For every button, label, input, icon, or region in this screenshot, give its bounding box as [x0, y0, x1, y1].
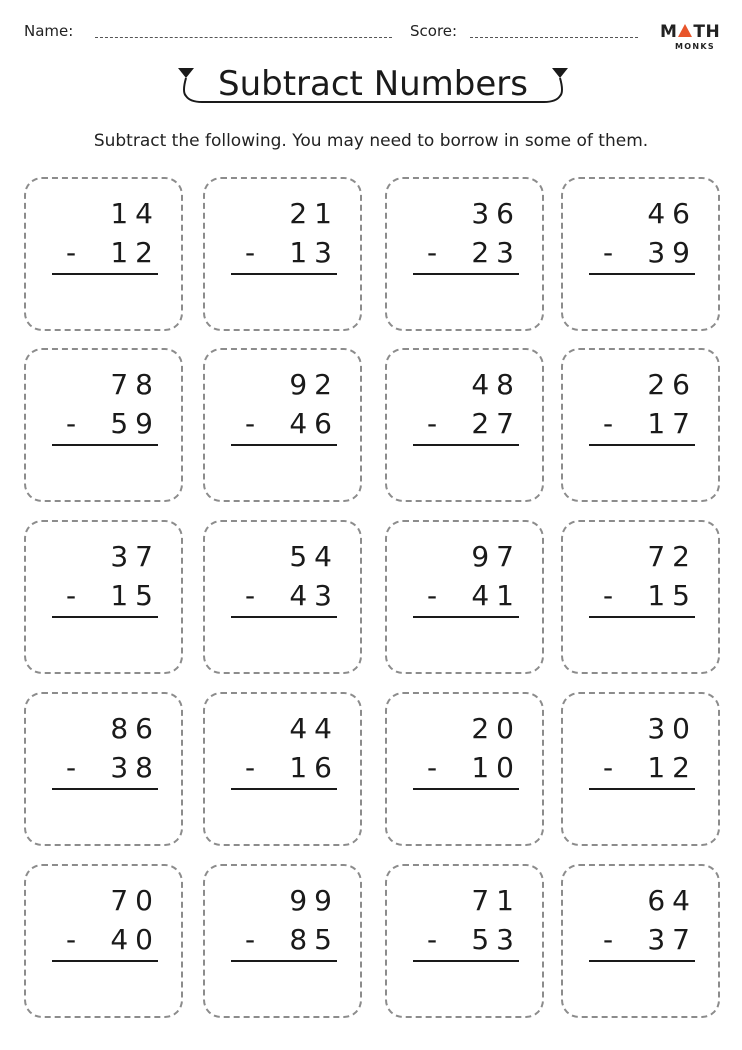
minuend: 70	[110, 884, 160, 917]
problem-card	[561, 177, 720, 331]
minuend: 36	[471, 197, 521, 230]
score-label: Score:	[410, 22, 458, 40]
problem-card	[203, 520, 362, 674]
subtrahend: 15	[647, 579, 697, 612]
minus-sign: -	[603, 751, 614, 784]
answer-line[interactable]	[589, 960, 695, 962]
problem-card	[203, 864, 362, 1018]
minuend: 37	[110, 540, 160, 573]
minuend: 72	[647, 540, 697, 573]
problem-card	[203, 692, 362, 846]
problem-card	[561, 520, 720, 674]
minus-sign: -	[603, 407, 614, 440]
minus-sign: -	[427, 407, 438, 440]
answer-line[interactable]	[231, 960, 337, 962]
subtrahend: 13	[289, 236, 339, 269]
answer-line[interactable]	[231, 616, 337, 618]
answer-line[interactable]	[413, 616, 519, 618]
minus-sign: -	[427, 923, 438, 956]
minus-sign: -	[245, 236, 256, 269]
math-monks-logo	[652, 20, 722, 56]
minus-sign: -	[66, 407, 77, 440]
minus-sign: -	[603, 579, 614, 612]
logo-subtext: MONKS	[675, 42, 715, 51]
minus-sign: -	[66, 923, 77, 956]
answer-line[interactable]	[231, 273, 337, 275]
subtrahend: 12	[110, 236, 160, 269]
subtrahend: 85	[289, 923, 339, 956]
problem-card	[24, 177, 183, 331]
answer-line[interactable]	[589, 616, 695, 618]
problem-card	[203, 177, 362, 331]
problem-card	[385, 864, 544, 1018]
minus-sign: -	[245, 751, 256, 784]
problem-card	[385, 348, 544, 502]
minuend: 21	[289, 197, 339, 230]
minuend: 44	[289, 712, 339, 745]
problem-card	[561, 692, 720, 846]
minuend: 26	[647, 368, 697, 401]
answer-line[interactable]	[52, 788, 158, 790]
subtrahend: 12	[647, 751, 697, 784]
problem-card	[385, 692, 544, 846]
subtrahend: 17	[647, 407, 697, 440]
name-blank-line[interactable]	[95, 37, 392, 38]
minus-sign: -	[427, 236, 438, 269]
subtrahend: 46	[289, 407, 339, 440]
subtrahend: 38	[110, 751, 160, 784]
title-banner	[176, 64, 570, 114]
minus-sign: -	[245, 407, 256, 440]
instructions: Subtract the following. You may need to borrow in some of them.	[93, 131, 649, 151]
problem-card	[385, 520, 544, 674]
problem-card	[24, 520, 183, 674]
minuend: 30	[647, 712, 697, 745]
minuend: 92	[289, 368, 339, 401]
subtrahend: 53	[471, 923, 521, 956]
triangle-a-icon	[678, 24, 692, 37]
minus-sign: -	[245, 923, 256, 956]
problem-card	[24, 864, 183, 1018]
minuend: 71	[471, 884, 521, 917]
answer-line[interactable]	[413, 960, 519, 962]
score-blank-line[interactable]	[470, 37, 638, 38]
answer-line[interactable]	[589, 788, 695, 790]
answer-line[interactable]	[413, 273, 519, 275]
subtrahend: 43	[289, 579, 339, 612]
minuend: 64	[647, 884, 697, 917]
subtrahend: 59	[110, 407, 160, 440]
answer-line[interactable]	[589, 444, 695, 446]
minus-sign: -	[427, 579, 438, 612]
minuend: 20	[471, 712, 521, 745]
minus-sign: -	[66, 579, 77, 612]
minus-sign: -	[66, 236, 77, 269]
page-title: Subtract Numbers	[218, 64, 528, 104]
subtrahend: 15	[110, 579, 160, 612]
problem-card	[385, 177, 544, 331]
logo-text-left: M	[660, 22, 678, 42]
answer-line[interactable]	[413, 444, 519, 446]
problem-card	[24, 348, 183, 502]
subtrahend: 16	[289, 751, 339, 784]
answer-line[interactable]	[52, 960, 158, 962]
minus-sign: -	[245, 579, 256, 612]
minus-sign: -	[66, 751, 77, 784]
minuend: 54	[289, 540, 339, 573]
subtrahend: 10	[471, 751, 521, 784]
answer-line[interactable]	[231, 788, 337, 790]
answer-line[interactable]	[413, 788, 519, 790]
minus-sign: -	[603, 236, 614, 269]
minuend: 46	[647, 197, 697, 230]
subtrahend: 27	[471, 407, 521, 440]
subtrahend: 40	[110, 923, 160, 956]
answer-line[interactable]	[52, 444, 158, 446]
answer-line[interactable]	[52, 616, 158, 618]
subtrahend: 23	[471, 236, 521, 269]
answer-line[interactable]	[589, 273, 695, 275]
minus-sign: -	[427, 751, 438, 784]
minus-sign: -	[603, 923, 614, 956]
minuend: 99	[289, 884, 339, 917]
subtrahend: 41	[471, 579, 521, 612]
problem-card	[561, 864, 720, 1018]
problem-card	[561, 348, 720, 502]
problem-card	[203, 348, 362, 502]
problem-card	[24, 692, 183, 846]
minuend: 86	[110, 712, 160, 745]
minuend: 97	[471, 540, 521, 573]
subtrahend: 39	[647, 236, 697, 269]
minuend: 14	[110, 197, 160, 230]
subtrahend: 37	[647, 923, 697, 956]
answer-line[interactable]	[52, 273, 158, 275]
answer-line[interactable]	[231, 444, 337, 446]
minuend: 78	[110, 368, 160, 401]
minuend: 48	[471, 368, 521, 401]
name-label: Name:	[24, 22, 74, 40]
logo-text-right: TH	[693, 22, 721, 42]
